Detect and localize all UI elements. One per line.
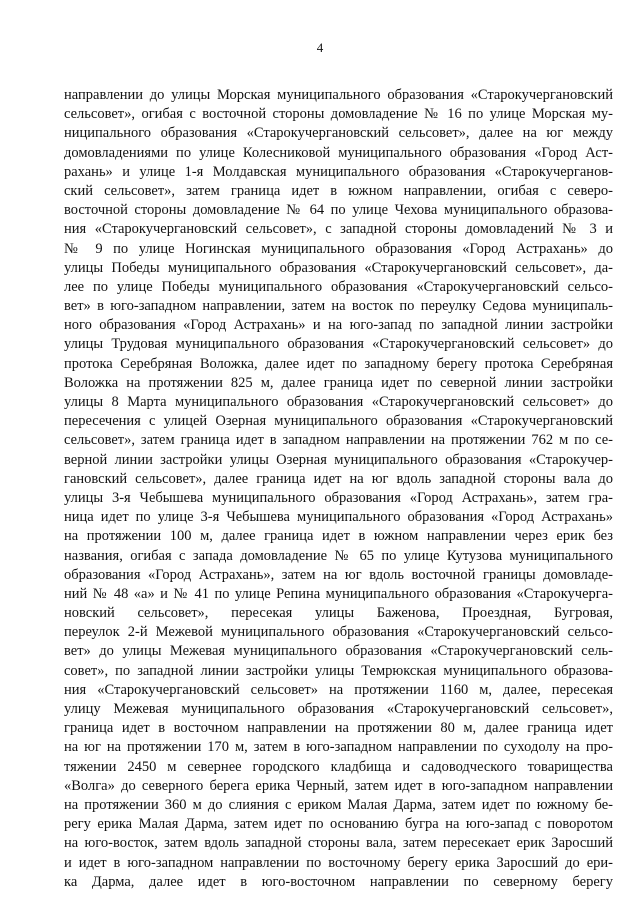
- text-line: улицу Межевая муниципального образования «Старокучергановский сельсовет»,: [64, 701, 613, 717]
- text-line: ний № 48 «а» и № 41 по улице Репина муниципального образования «Старокучерга-: [64, 585, 613, 602]
- text-line: граница идет в восточном направлении на протяжении 80 м, далее граница идет: [64, 720, 613, 737]
- text-line: ница идет по улице 3-я Чебышева муниципального образования «Город Астрахань»: [64, 509, 613, 526]
- text-line: на протяжении 360 м до слияния с ериком Малая Дарма, затем идет по южному бе-: [64, 796, 613, 813]
- text-line: рахань» и улице 1-я Молдавская муниципального образования «Старокучерганов-: [64, 163, 613, 180]
- text-line: пересечения с улицей Озерная муниципального образования «Старокучергановский: [64, 413, 613, 430]
- text-line: улицы 3-я Чебышева муниципального образования «Город Астрахань», затем гра-: [64, 489, 613, 506]
- text-line: улицы Победы муниципального образования «Старокучергановский сельсовет», да-: [64, 259, 613, 276]
- text-line: № 9 по улице Ногинская муниципального образования «Город Астрахань» до: [64, 240, 613, 257]
- text-line: образования «Город Астрахань», затем на юг вдоль восточной границы домовладе-: [64, 566, 613, 583]
- text-line: и идет в юго-западном направлении по восточному берегу ерика Заросший до ери-: [64, 854, 613, 871]
- body-text: [64, 86, 613, 892]
- text-line: вет» до улицы Межевая муниципального образования «Старокучергановский сель-: [64, 643, 613, 660]
- text-line: на протяжении 100 м, далее граница идет в южном направлении через ерик без: [64, 528, 613, 545]
- text-line: на юго-восток, затем вдоль западной стороны вала, затем пересекает ерик Заросший: [64, 835, 613, 852]
- text-line: тяжении 2450 м севернее городского кладбища и садоводческого товарищества: [64, 758, 613, 775]
- text-line: совет», по западной линии застройки улицы Темрюкская муниципального образова-: [64, 662, 613, 679]
- text-line: улицы 8 Марта муниципального образования «Старокучергановский сельсовет» до: [64, 394, 613, 410]
- text-line: ниципального образования «Старокучергановский сельсовет», далее на юг между: [64, 125, 613, 142]
- text-line: направлении до улицы Морская муниципального образования «Старокучергановский: [64, 87, 613, 103]
- text-line: вет» в юго-западном направлении, затем на восток по переулку Седова муниципаль-: [64, 298, 613, 315]
- text-line: ка Дарма, далее идет в юго-восточном направлении по северному берегу: [64, 873, 613, 890]
- text-line: улицы Трудовая муниципального образования «Старокучергановский сельсовет» до: [64, 336, 613, 353]
- text-line: гановский сельсовет», далее граница идет на юг вдоль западной стороны вала до: [64, 470, 613, 487]
- text-line: ния «Старокучергановский сельсовет», с западной стороны домовладений № 3 и: [64, 221, 613, 238]
- text-line: ного образования «Город Астрахань» и на юго-запад по западной линии застройки: [64, 317, 613, 334]
- text-line: переулок 2-й Межевой муниципального образования «Старокучергановский сельсо-: [64, 624, 613, 641]
- text-line: ский сельсовет», затем граница идет в южном направлении, огибая с северо-: [64, 182, 613, 199]
- text-line: «Волга» до северного берега ерика Черный, затем идет в юго-западном направлении: [64, 777, 613, 794]
- text-line: регу ерика Малая Дарма, затем идет по основанию бугра на юго-запад с поворотом: [64, 816, 613, 833]
- text-line: ния «Старокучергановский сельсовет» на протяжении 1160 м, далее, пересекая: [64, 681, 613, 698]
- text-line: восточной стороны домовладение № 64 по улице Чехова муниципального образова-: [64, 202, 613, 219]
- page-number: 4: [316, 40, 324, 55]
- text-line: сельсовет», огибая с восточной стороны домовладение № 16 по улице Морская му-: [64, 106, 613, 123]
- text-line: сельсовет», затем граница идет в западном направлении на протяжении 762 м по се-: [64, 432, 613, 449]
- text-line: на юг на протяжении 170 м, затем в юго-западном направлении по суходолу на про-: [64, 739, 613, 756]
- text-line: верной линии застройки улицы Озерная муниципального образования «Старокучер-: [64, 451, 613, 468]
- text-line: названия, огибая с запада домовладение № 65 по улице Кутузова муниципального: [64, 547, 613, 564]
- text-line: протока Серебряная Воложка, далее идет по западному берегу протока Серебряная: [64, 355, 613, 372]
- text-line: новский сельсовет», пересекая улицы Баженова, Проездная, Бугровая,: [64, 605, 613, 622]
- text-line: Воложка на протяжении 825 м, далее граница идет по северной линии застройки: [64, 374, 613, 391]
- text-line: лее по улице Победы муниципального образования «Старокучергановский сельсо-: [64, 278, 613, 295]
- text-line: домовладениями по улице Колесниковой муниципального образования «Город Аст-: [64, 144, 613, 161]
